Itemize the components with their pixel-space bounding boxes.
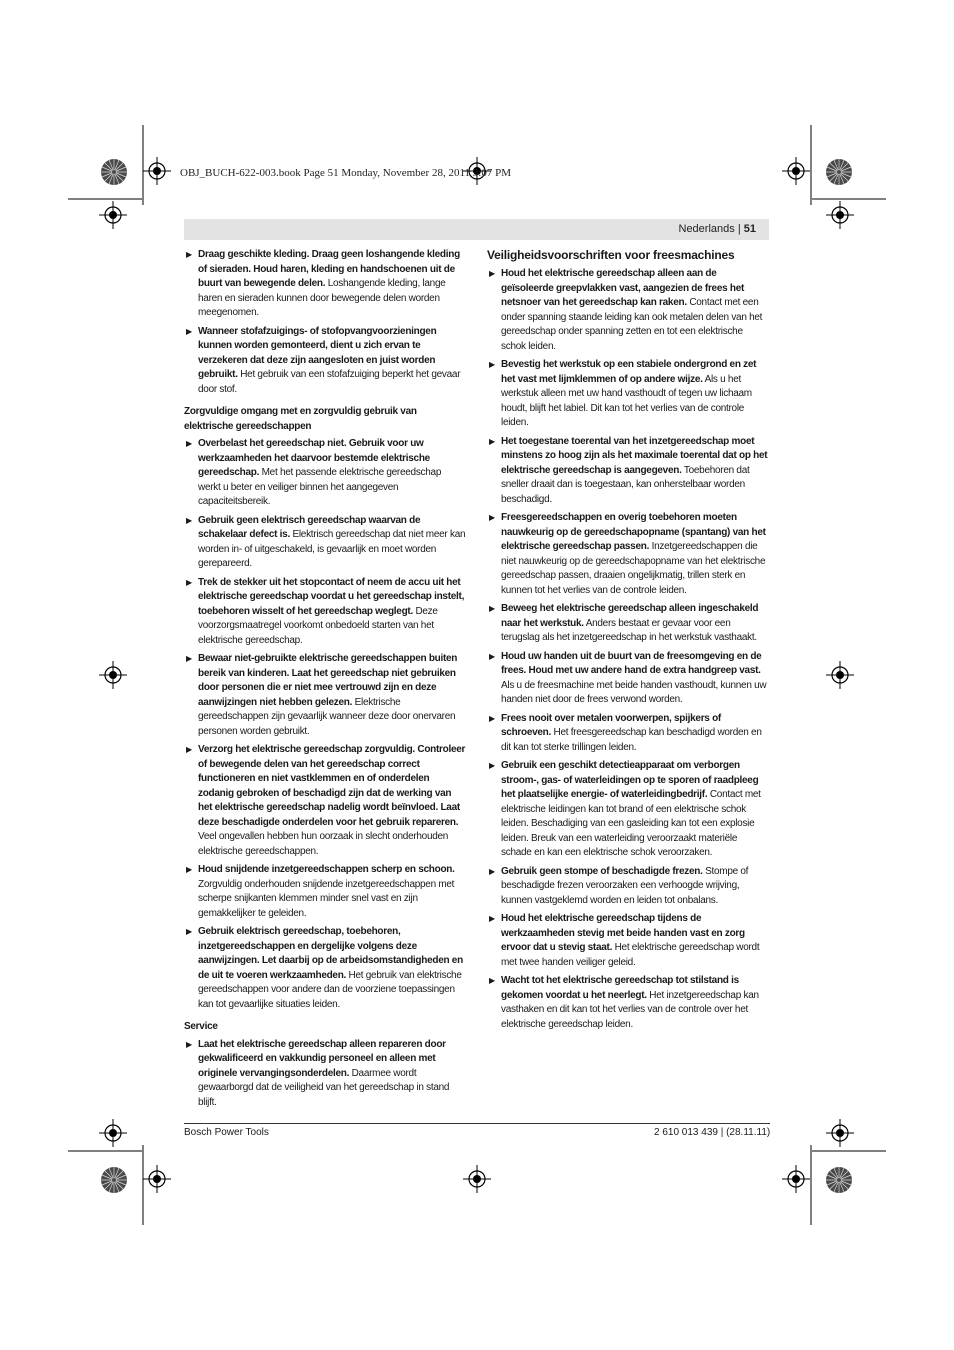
page-number: 51 <box>743 223 756 235</box>
item-text: Toebehoren dat sneller draait dan is toegestaan, kan onherstelbaar worden beschadigd. <box>501 464 750 505</box>
bullet-arrow-icon: ▶ <box>489 761 495 770</box>
footer-rule <box>184 1123 770 1124</box>
bullet-arrow-icon: ▶ <box>186 745 192 754</box>
registration-mark-icon <box>463 1165 491 1193</box>
list-item <box>184 514 466 572</box>
list-item <box>184 1038 466 1111</box>
item-bold: Houd het elektrische gereedschap alleen aan de geïsoleerde greepvlakken vast, aangezien de frees het netsnoer van het gereedschap kan raken. <box>501 268 745 308</box>
registration-mark-icon <box>826 661 854 689</box>
color-bar-icon <box>826 159 852 185</box>
item-text: Contact met een onder spanning staande leiding kan ook metalen delen van het gereedschap onder spanning zetten en tot een elektrische schok leiden. <box>501 297 763 352</box>
list-item <box>184 743 466 859</box>
header-separator: | <box>734 223 744 235</box>
bullet-arrow-icon: ▶ <box>489 269 495 278</box>
item-bold: Houd snijdende inzetgereedschappen scherp en schoon. <box>198 864 455 875</box>
item-bold: Gebruik elektrisch gereedschap, toebehoren, inzetgereedschappen en dergelijke volgens deze aanwijzingen. Let daarbij op de arbeidsomstandigheden en de uit te voeren werkzaamheden. <box>198 926 463 981</box>
item-bold: Gebruik geen stompe of beschadigde frezen. <box>501 865 703 877</box>
item-bold: Trek de stekker uit het stopcontact of neem de accu uit het elektrische gereedschap voordat u het gereedschap instelt, toebehoren wisselt of het gereedschap weglegt. <box>198 576 465 617</box>
registration-mark-icon <box>143 1165 171 1193</box>
file-slug: OBJ_BUCH-622-003.book Page 51 Monday, November 28, 2011 3:07 PM <box>180 167 512 179</box>
bullet-arrow-icon: ▶ <box>186 927 192 936</box>
item-bold: Verzorg het elektrische gereedschap zorgvuldig. Controleer of bewegende delen van het gereedschap correct functioneren en niet vastklemmen en of onderdelen zodanig gebroken of beschadigd zijn dat de werking van het elektrische gereedschap nadelig wordt beïnvloed. Laat deze beschadigde onderdelen voor het gebruik repareren. <box>198 744 466 828</box>
item-bold: Laat het elektrische gereedschap alleen repareren door gekwalificeerd en vakkundig personeel en alleen met originele vervangingsonderdelen. <box>198 1038 446 1079</box>
list-item <box>184 925 466 1012</box>
registration-mark-icon <box>782 1165 810 1193</box>
item-text: Elektrisch gereedschap dat niet meer kan worden in- of uitgeschakeld, is gevaarlijk en moet worden gerepareerd. <box>198 529 466 569</box>
color-bar-icon <box>101 1167 127 1193</box>
list-item <box>184 576 466 649</box>
item-bold: Beweeg het elektrische gereedschap alleen ingeschakeld naar het werkstuk. <box>501 603 759 629</box>
item-text: Het freesgereedschap kan beschadigd worden en dit kan tot sterke trillingen leiden. <box>501 727 762 753</box>
item-text: Als u het werkstuk alleen met uw hand vasthoudt of tegen uw lichaam houdt, blijft het labiel. Dit kan tot het verlies van de controle leiden. <box>501 373 752 428</box>
header-language: Nederlands <box>678 223 735 235</box>
list-item <box>487 602 769 646</box>
bullet-arrow-icon: ▶ <box>186 1039 192 1049</box>
list-item <box>487 974 769 1032</box>
bullet-arrow-icon: ▶ <box>489 436 495 446</box>
item-bold: Houd het elektrische gereedschap tijdens de werkzaamheden stevig met beide handen vast en zorg ervoor dat u stevig staat. <box>501 913 745 953</box>
list-item <box>184 325 466 398</box>
item-bold: Gebruik geen elektrisch gereedschap waarvan de schakelaar defect is. <box>198 514 421 540</box>
item-bold: Bevestig het werkstuk op een stabiele ondergrond en zet het vast met lijmklemmen of op andere wijze. <box>501 359 757 385</box>
footer-brand: Bosch Power Tools <box>184 1127 269 1138</box>
item-text: Het gebruik van elektrische gereedschappen voor andere dan de voorziene toepassingen kan tot gevaarlijke situaties leiden. <box>198 969 462 1010</box>
bullet-arrow-icon: ▶ <box>489 976 495 985</box>
bullet-arrow-icon: ▶ <box>186 577 192 587</box>
item-bold: Bewaar niet-gebruikte elektrische gereedschappen buiten bereik van kinderen. Laat het gereedschap niet gebruiken door personen die er niet mee vertrouwd zijn en deze aanwijzingen niet hebben gelezen. <box>198 653 458 708</box>
registration-mark-icon <box>99 201 127 229</box>
item-text: Het inzetgereedschap kan vasthaken en dit kan tot het verlies van de controle over het elektrische gereedschap leiden. <box>501 989 759 1030</box>
right-column <box>487 248 769 1036</box>
item-text: Zorgvuldig onderhouden snijdende inzetgereedschappen met scherpe snijkanten klemmen minder snel vast en zijn gemakkelijker te geleiden. <box>198 878 455 919</box>
section-subhead: Zorgvuldige omgang met en zorgvuldig gebruik van elektrische gereedschappen <box>184 406 417 432</box>
section-title: Veiligheidsvoorschriften voor freesmachines <box>487 248 735 262</box>
bullet-arrow-icon: ▶ <box>489 513 495 522</box>
list-item <box>487 358 769 431</box>
registration-mark-icon <box>826 1119 854 1147</box>
item-text: Als u de freesmachine met beide handen vasthoudt, kunnen uw handen niet door de frees verwond worden. <box>501 679 767 705</box>
item-text: Daarmee wordt gewaarborgd dat de veiligheid van het gereedschap in stand blijft. <box>198 1067 450 1108</box>
item-text: Inzetgereedschappen die niet nauwkeurig op de gereedschapopname van het elektrische gereedschap passen, draaien ongelijkmatig, trillen sterk en kunnen tot het verlies van de controle leiden. <box>501 541 766 596</box>
item-text: Met het passende elektrische gereedschap werkt u beter en veiliger binnen het aangegeven capaciteitsbereik. <box>198 467 442 507</box>
item-bold: Overbelast het gereedschap niet. Gebruik voor uw werkzaamheden het daarvoor bestemde elektrische gereedschap. <box>198 438 430 478</box>
list-item <box>487 650 769 708</box>
bullet-arrow-icon: ▶ <box>489 914 495 923</box>
item-text: Veel ongevallen hebben hun oorzaak in slecht onderhouden elektrische gereedschappen. <box>198 831 449 857</box>
item-text: Deze voorzorgsmaatregel voorkomt onbedoeld starten van het elektrische gereedschap. <box>198 605 438 646</box>
item-text: Het elektrische gereedschap wordt met twee handen veiliger geleid. <box>501 942 760 968</box>
list-item <box>487 912 769 970</box>
list-item <box>184 652 466 739</box>
item-bold: Gebruik een geschikt detectieapparaat om verborgen stroom-, gas- of waterleidingen op te sporen of raadpleeg het plaatselijke energie- of waterleidingbedrijf. <box>501 760 759 800</box>
list-item <box>487 511 769 598</box>
bullet-arrow-icon: ▶ <box>186 865 192 874</box>
bullet-arrow-icon: ▶ <box>186 439 192 448</box>
item-text: Contact met elektrische leidingen kan tot brand of een elektrische schok leiden. Beschadiging van een gasleiding kan tot een explosie leiden. Breuk van een waterleiding veroorzaakt materiële schade en kan een elektrische schok veroorzaken. <box>501 789 761 858</box>
item-text: Stompe of beschadigde frezen veroorzaken een verhoogde wrijving, kunnen vastgeklemd worden en leiden tot onbalans. <box>501 865 749 906</box>
header-text <box>679 223 757 235</box>
section-subhead: Service <box>184 1021 218 1032</box>
bullet-arrow-icon: ▶ <box>186 654 192 663</box>
registration-mark-icon <box>782 157 810 185</box>
list-item <box>487 759 769 861</box>
item-bold: Freesgereedschappen en overig toebehoren moeten nauwkeurig op de gereedschapopname (spantang) van het elektrische gereedschap passen. <box>501 512 766 552</box>
item-bold: Draag geschikte kleding. Draag geen loshangende kleding of sieraden. Houd haren, kleding en handschoenen uit de buurt van bewegende delen. <box>198 249 460 289</box>
list-item <box>184 248 466 321</box>
list-item <box>487 267 769 354</box>
item-bold: Wacht tot het elektrische gereedschap tot stilstand is gekomen voordat u het neerlegt. <box>501 975 739 1001</box>
bullet-arrow-icon: ▶ <box>186 515 192 525</box>
list-item <box>487 865 769 909</box>
item-bold: Frees nooit over metalen voorwerpen, spijkers of schroeven. <box>501 712 721 738</box>
list-item <box>487 435 769 508</box>
bullet-arrow-icon: ▶ <box>186 250 192 259</box>
list-item <box>487 712 769 756</box>
registration-mark-icon <box>99 1119 127 1147</box>
bullet-arrow-icon: ▶ <box>186 326 192 336</box>
list-item <box>184 437 466 510</box>
item-bold: Het toegestane toerental van het inzetgereedschap moet minstens zo hoog zijn als het maximale toerental dat op het elektrische gereedschap is aangegeven. <box>501 435 768 476</box>
color-bar-icon <box>101 159 127 185</box>
item-text: Het gebruik van een stofafzuiging beperkt het gevaar door stof. <box>198 369 461 395</box>
registration-mark-icon <box>143 157 171 185</box>
bullet-arrow-icon: ▶ <box>489 651 495 661</box>
bullet-arrow-icon: ▶ <box>489 604 495 613</box>
registration-mark-icon <box>826 201 854 229</box>
list-item <box>184 863 466 921</box>
item-text: Anders bestaat er gevaar voor een terugslag als het inzetgereedschap in het werkstuk vasthaakt. <box>501 617 757 643</box>
registration-mark-icon <box>99 661 127 689</box>
bullet-arrow-icon: ▶ <box>489 713 495 723</box>
item-text: Loshangende kleding, lange haren en sieraden kunnen door bewegende delen worden meegenomen. <box>198 278 446 318</box>
color-bar-icon <box>826 1167 852 1193</box>
page-header <box>184 219 769 240</box>
left-column <box>184 248 466 1114</box>
item-bold: Wanneer stofafzuigings- of stofopvangvoorzieningen kunnen worden gemonteerd, dient u zich ervan te verzekeren dat deze zijn aangesloten en juist worden gebruikt. <box>198 325 437 380</box>
item-text: Elektrische gereedschappen zijn gevaarlijk wanneer deze door onervaren personen worden gebruikt. <box>198 696 456 737</box>
item-bold: Houd uw handen uit de buurt van de freesomgeving en de frees. Houd met uw andere hand de extra handgreep vast. <box>501 650 762 676</box>
bullet-arrow-icon: ▶ <box>489 866 495 876</box>
footer-doc-number: 2 610 013 439 | (28.11.11) <box>654 1127 771 1138</box>
bullet-arrow-icon: ▶ <box>489 360 495 369</box>
